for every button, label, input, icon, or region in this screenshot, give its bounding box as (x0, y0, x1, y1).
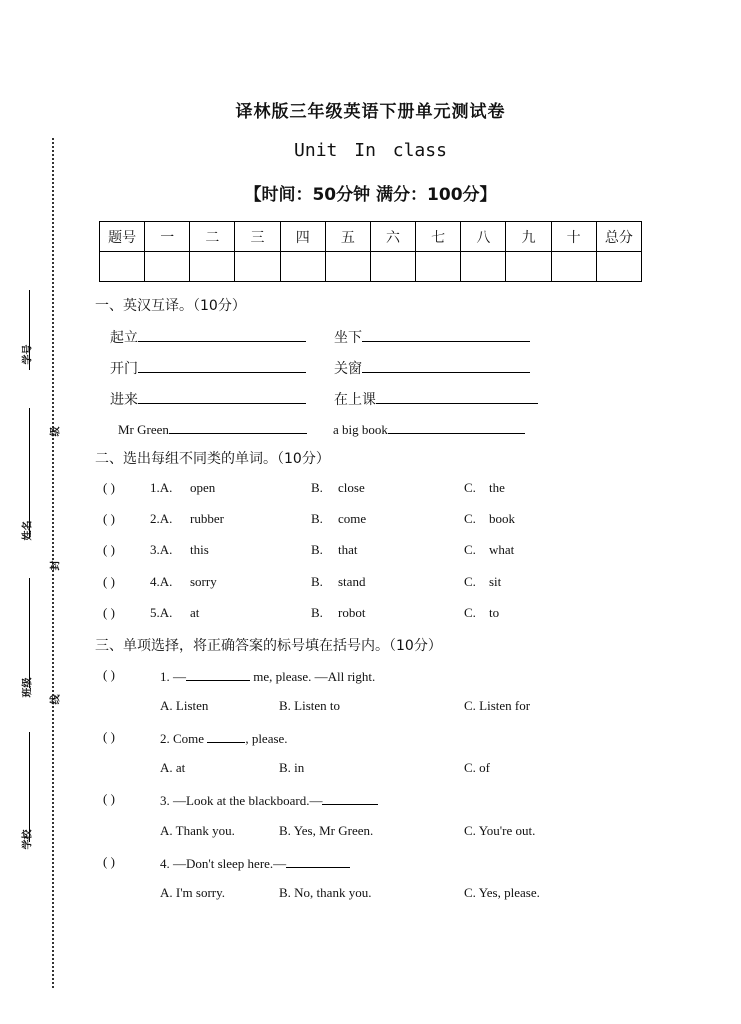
item-text: 开门 (110, 361, 138, 377)
school-label: 学校 (22, 829, 34, 850)
item-text: a big book (333, 422, 388, 437)
score-entry-cell[interactable] (551, 252, 596, 282)
option-c: the (489, 480, 505, 495)
score-entry-cell[interactable] (235, 252, 280, 282)
class-char-label: 级 (50, 426, 62, 437)
question-number: 3.A. (150, 542, 173, 557)
option-a: sorry (190, 574, 217, 589)
answer-parenthesis[interactable]: ( ) (103, 480, 115, 495)
score-header-cell: 一 (145, 222, 190, 252)
option-a: this (190, 542, 209, 557)
option-b: stand (338, 574, 366, 589)
stem-text: 4. —Don't sleep here.— (160, 856, 287, 871)
option-a: A. Listen (160, 698, 209, 713)
score-header-cell: 六 (370, 222, 415, 252)
option-a: rubber (190, 511, 224, 526)
item-text: Mr Green (118, 422, 169, 437)
option-b: come (338, 511, 367, 526)
stem-text: 2. Come (160, 731, 208, 746)
option-b-label: B. (311, 574, 323, 589)
score-entry-cell[interactable] (596, 252, 641, 282)
score-header-cell: 题号 (100, 222, 145, 252)
exam-title: 译林版三年级英语下册单元测试卷 (235, 102, 506, 122)
stem-text: 1. — (160, 669, 186, 684)
name-line (29, 408, 30, 538)
option-c: what (489, 542, 515, 557)
option-b: close (338, 480, 365, 495)
answer-blank[interactable] (186, 667, 250, 681)
option-c: sit (489, 574, 502, 589)
line-label: 线 (50, 694, 62, 705)
score-entry-cell[interactable] (145, 252, 190, 282)
score-header-cell: 七 (416, 222, 461, 252)
option-c: to (489, 605, 500, 620)
option-c-label: C. (464, 605, 476, 620)
question-stem (160, 791, 378, 809)
question-number: 1.A. (150, 480, 173, 495)
translate-item (334, 358, 530, 378)
answer-parenthesis[interactable]: ( ) (103, 605, 115, 620)
answer-blank[interactable] (362, 359, 530, 373)
score-entry-cell[interactable] (280, 252, 325, 282)
answer-blank[interactable] (376, 390, 538, 404)
answer-blank[interactable] (362, 328, 530, 342)
answer-parenthesis[interactable]: ( ) (103, 667, 115, 682)
question-number: 2.A. (150, 511, 173, 526)
name-label: 姓名 (22, 520, 34, 541)
section3-heading: 三、单项选择，将正确答案的标号填在括号内。（10分） (95, 638, 442, 654)
stem-text: me, please. —All right. (250, 669, 376, 684)
seal-label: 封 (50, 560, 62, 571)
score-header-cell: 三 (235, 222, 280, 252)
item-text: 进来 (110, 392, 138, 408)
item-text: 在上课 (334, 392, 376, 408)
option-c-label: C. (464, 574, 476, 589)
option-a: at (190, 605, 200, 620)
option-b-label: B. (311, 542, 323, 557)
score-header-cell: 四 (280, 222, 325, 252)
question-stem (160, 729, 288, 747)
question-stem (160, 854, 350, 872)
score-entry-cell[interactable] (416, 252, 461, 282)
stem-text: 3. —Look at the blackboard.— (160, 793, 323, 808)
option-b-label: B. (311, 605, 323, 620)
option-a: A. at (160, 760, 186, 775)
score-table-header-row (100, 222, 642, 252)
option-a: open (190, 480, 216, 495)
score-header-cell: 十 (551, 222, 596, 252)
option-c-label: C. (464, 480, 476, 495)
stem-text: , please. (245, 731, 288, 746)
answer-parenthesis[interactable]: ( ) (103, 511, 115, 526)
student-no-label: 学号 (22, 344, 34, 365)
class-line (29, 578, 30, 688)
score-header-cell: 总分 (596, 222, 641, 252)
translate-item (334, 389, 538, 409)
score-header-cell: 八 (461, 222, 506, 252)
score-table-entry-row (100, 252, 642, 282)
option-b: that (338, 542, 358, 557)
answer-parenthesis[interactable]: ( ) (103, 729, 115, 744)
option-b: B. No, thank you. (279, 885, 372, 900)
option-b-label: B. (311, 480, 323, 495)
score-entry-cell[interactable] (325, 252, 370, 282)
score-entry-cell[interactable] (370, 252, 415, 282)
option-c: C. Yes, please. (464, 885, 540, 900)
translate-item (110, 358, 306, 378)
answer-blank[interactable] (138, 328, 306, 342)
answer-blank[interactable] (138, 390, 306, 404)
option-b: robot (338, 605, 366, 620)
option-b: B. Listen to (279, 698, 341, 713)
section2-heading: 二、选出每组不同类的单词。（10分） (95, 451, 330, 467)
answer-parenthesis[interactable]: ( ) (103, 791, 115, 806)
item-text: 起立 (110, 330, 138, 346)
item-text: 坐下 (334, 330, 362, 346)
answer-blank[interactable] (169, 420, 307, 434)
unit-title: Unit In class (294, 140, 447, 161)
answer-parenthesis[interactable]: ( ) (103, 854, 115, 869)
score-entry-cell[interactable] (506, 252, 551, 282)
score-header-cell: 九 (506, 222, 551, 252)
option-a: A. I'm sorry. (160, 885, 226, 900)
option-b-label: B. (311, 511, 323, 526)
section1-heading: 一、英汉互译。（10分） (95, 298, 246, 314)
option-b: B. in (279, 760, 305, 775)
option-c-label: C. (464, 542, 476, 557)
translate-item (118, 420, 307, 438)
option-c: C. Listen for (464, 698, 531, 713)
answer-parenthesis[interactable]: ( ) (103, 574, 115, 589)
option-c-label: C. (464, 511, 476, 526)
option-c: book (489, 511, 515, 526)
question-stem (160, 667, 375, 685)
score-table (99, 221, 642, 282)
answer-blank[interactable] (138, 359, 306, 373)
translate-item (333, 420, 525, 438)
answer-blank[interactable] (286, 854, 350, 868)
option-a: A. Thank you. (160, 823, 235, 838)
option-c: C. of (464, 760, 490, 775)
item-text: 关窗 (334, 361, 362, 377)
translate-item (110, 389, 306, 409)
score-header-cell: 五 (325, 222, 370, 252)
answer-blank[interactable] (388, 420, 525, 434)
score-header-cell: 二 (190, 222, 235, 252)
answer-blank[interactable] (322, 791, 378, 805)
class-label: 班级 (22, 677, 34, 698)
translate-item (110, 327, 306, 347)
school-line (29, 732, 30, 842)
question-number: 5.A. (150, 605, 173, 620)
score-entry-cell[interactable] (461, 252, 506, 282)
score-entry-cell[interactable] (100, 252, 145, 282)
option-b: B. Yes, Mr Green. (279, 823, 374, 838)
answer-blank[interactable] (207, 729, 245, 743)
answer-parenthesis[interactable]: ( ) (103, 542, 115, 557)
question-number: 4.A. (150, 574, 173, 589)
time-score-line: 【时间：50分钟 满分：100分】 (244, 185, 497, 205)
translate-item (334, 327, 530, 347)
option-c: C. You're out. (464, 823, 536, 838)
score-entry-cell[interactable] (190, 252, 235, 282)
